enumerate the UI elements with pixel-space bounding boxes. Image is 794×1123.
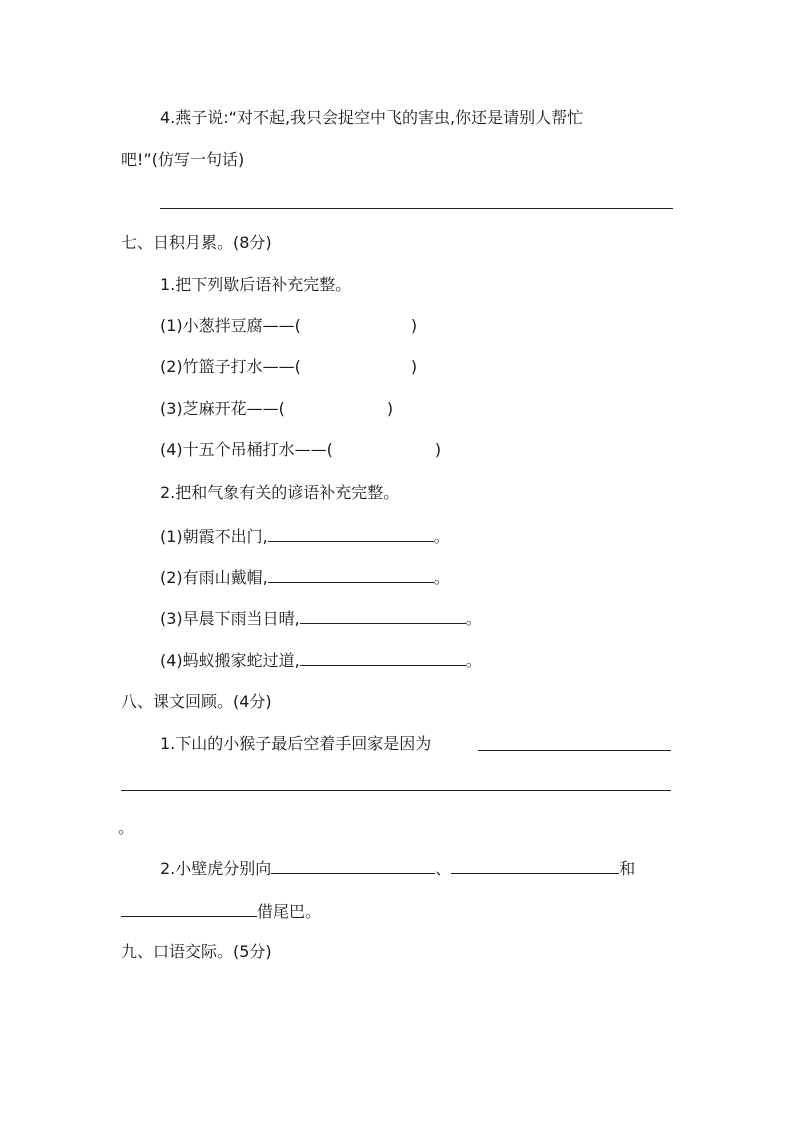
paren-close: ) <box>410 316 418 335</box>
section8-q2-blank-2[interactable] <box>451 858 619 874</box>
section8-q1-end: 。 <box>118 818 135 837</box>
proverb-item-3-text: (3)早晨下雨当日晴, <box>160 609 300 628</box>
section8-q1-blank-a[interactable] <box>478 750 671 751</box>
section7-part2-title: 2.把和气象有关的谚语补充完整。 <box>160 483 400 502</box>
proverb-item-1-text: (1)朝霞不出门, <box>160 527 268 546</box>
proverb-end: 。 <box>465 651 482 670</box>
paren-close: ) <box>410 357 418 376</box>
section8-q2-and: 和 <box>619 859 636 878</box>
section8-q2-sep: 、 <box>435 859 452 878</box>
proverb-blank-4[interactable] <box>300 650 466 666</box>
section7-part1-title: 1.把下列歇后语补充完整。 <box>160 275 352 294</box>
xiehouyu-item-3 <box>160 399 393 419</box>
section8-q1-text: 1.下山的小猴子最后空着手回家是因为 <box>160 734 432 753</box>
xiehouyu-item-1-text: (1)小葱拌豆腐——( <box>160 316 301 335</box>
proverb-item-3 <box>160 608 482 629</box>
section8-q2-line2 <box>121 901 321 922</box>
section8-q1-blank-b[interactable] <box>121 790 671 791</box>
proverb-item-2-text: (2)有雨山戴帽, <box>160 568 268 587</box>
proverb-end: 。 <box>433 568 450 587</box>
section8-q2-blank-1[interactable] <box>271 858 435 874</box>
xiehouyu-item-1 <box>160 316 417 336</box>
proverb-item-4-text: (4)蚂蚁搬家蛇过道, <box>160 651 300 670</box>
section8-q1 <box>160 734 431 754</box>
xiehouyu-item-4-text: (4)十五个吊桶打水——( <box>160 440 333 459</box>
section8-q2-blank-3[interactable] <box>121 901 257 917</box>
section8-heading: 八、课文回顾。(4分) <box>121 692 272 711</box>
proverb-blank-1[interactable] <box>268 526 434 542</box>
q6-item4-line2: 吧!”(仿写一句话) <box>121 150 245 169</box>
proverb-end: 。 <box>465 609 482 628</box>
xiehouyu-item-3-text: (3)芝麻开花——( <box>160 399 285 418</box>
q6-item4-answer-line[interactable] <box>160 208 673 209</box>
proverb-item-2 <box>160 567 450 588</box>
proverb-item-1 <box>160 526 450 547</box>
proverb-end: 。 <box>433 527 450 546</box>
paren-close: ) <box>386 399 394 418</box>
section8-q2-tail: 借尾巴。 <box>257 902 322 921</box>
q6-item4-line1: 4.燕子说:“对不起,我只会捉空中飞的害虫,你还是请别人帮忙 <box>160 108 584 127</box>
proverb-item-4 <box>160 650 482 671</box>
paren-close: ) <box>434 440 442 459</box>
proverb-blank-3[interactable] <box>300 608 466 624</box>
section8-q2-line1 <box>160 858 635 879</box>
section8-q2-text: 2.小壁虎分别向 <box>160 859 272 878</box>
xiehouyu-item-2-text: (2)竹篮子打水——( <box>160 357 301 376</box>
xiehouyu-item-4 <box>160 440 441 460</box>
proverb-blank-2[interactable] <box>268 567 434 583</box>
section9-heading: 九、口语交际。(5分) <box>121 942 272 961</box>
xiehouyu-item-2 <box>160 357 417 377</box>
section7-heading: 七、日积月累。(8分) <box>121 233 272 252</box>
